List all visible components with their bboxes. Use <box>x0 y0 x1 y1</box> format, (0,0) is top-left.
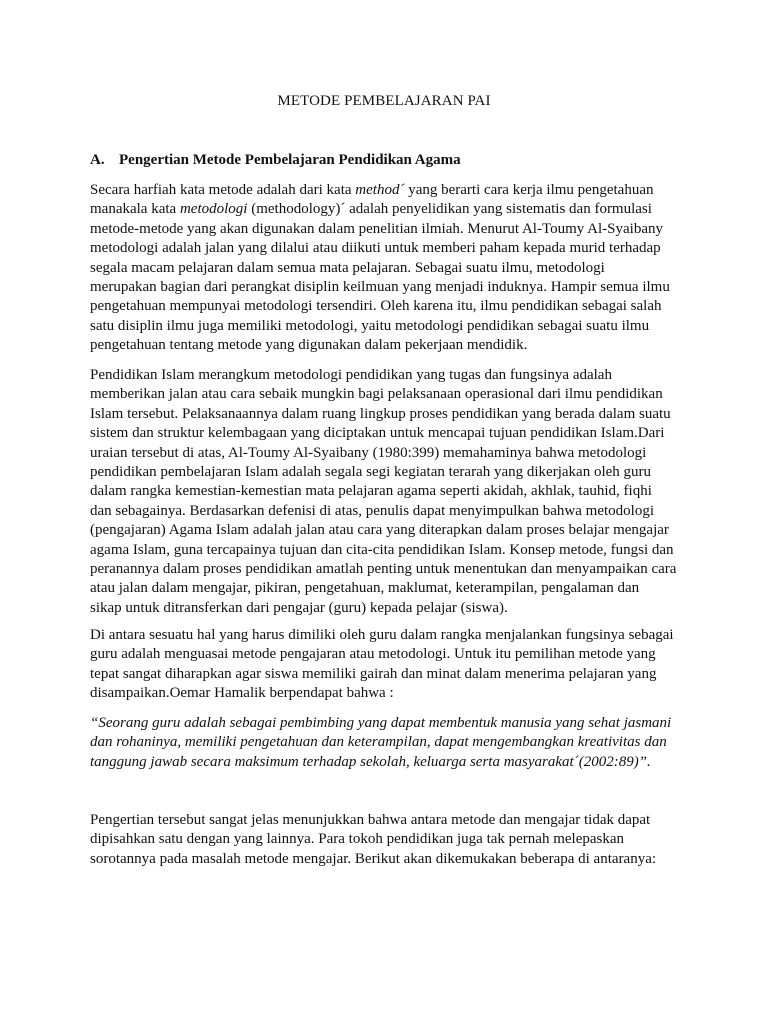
text-run: sorotannya pada masalah metode mengajar. Berikut akan dikemukakan beberapa di antaranya: <box>90 850 657 867</box>
text-run: metodologi adalah jalan yang dilalui atau diikuti untuk memberi paham kepada murid terhadap <box>90 240 661 257</box>
text-run: (pengajaran) Agama Islam adalah jalan atau cara yang diterapkan dalam proses belajar mengajar <box>90 522 669 539</box>
text-line <box>90 830 682 849</box>
text-line <box>90 297 682 316</box>
text-line <box>90 239 682 258</box>
paragraph-3 <box>90 626 682 704</box>
text-run: dalam rangka kemestian-kemestian mata pelajaran agama seperti akidah, akhlak, tauhid, fiqhi <box>90 483 652 500</box>
text-line <box>90 811 682 830</box>
text-line <box>90 502 682 521</box>
paragraph-1 <box>90 181 682 356</box>
italic-term: metodologi <box>179 201 248 218</box>
section-title: Pengertian Metode Pembelajaran Pendidikan Agama <box>119 152 461 168</box>
text-run: sikap untuk ditransferkan dari pengajar (guru) kepada pelajar (siswa). <box>90 599 508 616</box>
text-line <box>90 753 682 772</box>
text-run: uraian tersebut di atas, Al-Toumy Al-Syaibany (1980:399) memahaminya bahwa metodologi <box>90 444 647 461</box>
text-run: guru adalah menguasai metode pengajaran atau metodologi. Untuk itu pemilihan metode yang <box>90 646 656 663</box>
text-run: tepat sangat diharapkan agar siswa memiliki gairah dan minat dalam menerima pelajaran yang <box>90 665 657 682</box>
text-run: sistem dan struktur kelembagaan yang diciptakan untuk mencapai tujuan pendidikan Islam.Dari <box>90 425 665 442</box>
text-run: Islam tersebut. Pelaksanaannya dalam ruang lingkup proses pendidikan yang berada dalam suatu <box>90 405 671 422</box>
quotation <box>90 714 682 772</box>
text-line <box>90 714 682 733</box>
text-line <box>90 684 682 703</box>
text-run: manakala kata <box>90 201 180 218</box>
text-run: Pengertian tersebut sangat jelas menunjukkan bahwa antara metode dan mengajar tidak dapat <box>90 812 651 828</box>
text-run: dan rohaninya, memiliki pengetahuan dan keterampilan, dapat mengembangkan kreativitas dan <box>90 734 667 751</box>
text-run: (methodology)´ adalah penyelidikan yang sistematis dan formulasi <box>247 201 652 218</box>
text-line <box>90 259 682 278</box>
text-run: disampaikan.Oemar Hamalik berpendapat bahwa : <box>90 685 394 702</box>
text-run: satu disiplin ilmu juga memiliki metodologi, yaitu metodologi pendidikan sebagai suatu ilmu <box>90 317 650 334</box>
text-run: memberikan jalan atau cara sebaik mungkin bagi pelaksanaan operasional dari ilmu pendidikan <box>90 386 663 403</box>
text-run: pengetahuan mempunyai metodologi tersendiri. Oleh karena itu, ilmu pendidikan sebagai salah <box>90 298 662 315</box>
text-run: dan sebagainya. Berdasarkan defenisi di atas, penulis dapat menyimpulkan bahwa metodologi <box>90 502 655 519</box>
text-run: pendidikan pembelajaran Islam adalah segala segi kegiatan terarah yang dikerjakan oleh guru <box>90 464 652 481</box>
text-line <box>90 665 682 684</box>
text-run: yang berarti cara kerja ilmu pengetahuan <box>404 182 654 198</box>
text-line <box>90 645 682 664</box>
text-line <box>90 336 682 355</box>
text-run: segala macam pelajaran dalam semua mata pelajaran. Sebagai suatu ilmu, metodologi <box>90 259 605 276</box>
text-run: tanggung jawab secara maksimum terhadap sekolah, keluarga serta masyarakat´(2002:89)”. <box>90 753 651 770</box>
text-line <box>90 278 682 297</box>
text-line <box>90 599 682 618</box>
text-line <box>90 181 682 200</box>
text-run: metode-metode yang akan digunakan dalam penelitian ilmiah. Menurut Al-Toumy Al-Syaibany <box>90 220 663 237</box>
section-heading <box>90 151 690 170</box>
text-run: peranannya dalam proses pendidikan amatlah penting untuk menentukan dan menyampaikan cara <box>90 561 677 578</box>
text-line <box>90 366 682 385</box>
text-line <box>90 424 682 443</box>
text-line <box>90 463 682 482</box>
text-line <box>90 541 682 560</box>
paragraph-2 <box>90 366 682 618</box>
text-line <box>90 220 682 239</box>
text-run: Pendidikan Islam merangkum metodologi pendidikan yang tugas dan fungsinya adalah <box>90 367 612 383</box>
text-line <box>90 317 682 336</box>
text-line <box>90 521 682 540</box>
document-title: METODE PEMBELAJARAN PAI <box>277 93 491 109</box>
text-run: Di antara sesuatu hal yang harus dimiliki oleh guru dalam rangka menjalankan fungsinya sebagai <box>90 627 674 643</box>
paragraph-4 <box>90 811 682 869</box>
text-run: Secara harfiah kata metode adalah dari kata <box>90 182 356 198</box>
text-run: atau jalan dalam mengajar, pikiran, pengetahuan, maklumat, keterampilan, pengalaman dan <box>90 580 640 597</box>
text-line <box>90 560 682 579</box>
text-line <box>90 482 682 501</box>
italic-term: method´ <box>355 182 405 198</box>
text-run: pengetahuan tentang metode yang digunakan dalam pekerjaan mendidik. <box>90 337 528 354</box>
text-line <box>90 405 682 424</box>
text-run: “Seorang guru adalah sebagai pembimbing yang dapat membentuk manusia yang sehat jasmani <box>90 715 672 731</box>
section-number: A. <box>90 152 105 168</box>
text-line <box>90 385 682 404</box>
text-line <box>90 626 682 645</box>
text-run: dipisahkan satu dengan yang lainnya. Para tokoh pendidikan juga tak pernah melepaskan <box>90 831 625 848</box>
text-line <box>90 850 682 869</box>
text-line <box>90 444 682 463</box>
text-run: merupakan bagian dari perangkat disiplin keilmuan yang menjadi induknya. Hampir semua ilmu <box>90 279 670 296</box>
text-line <box>90 733 682 752</box>
text-line <box>90 200 682 219</box>
text-line <box>90 579 682 598</box>
text-run: agama Islam, guna tercapainya tujuan dan cita-cita pendidikan Islam. Konsep metode, fungsi dan <box>90 541 674 558</box>
